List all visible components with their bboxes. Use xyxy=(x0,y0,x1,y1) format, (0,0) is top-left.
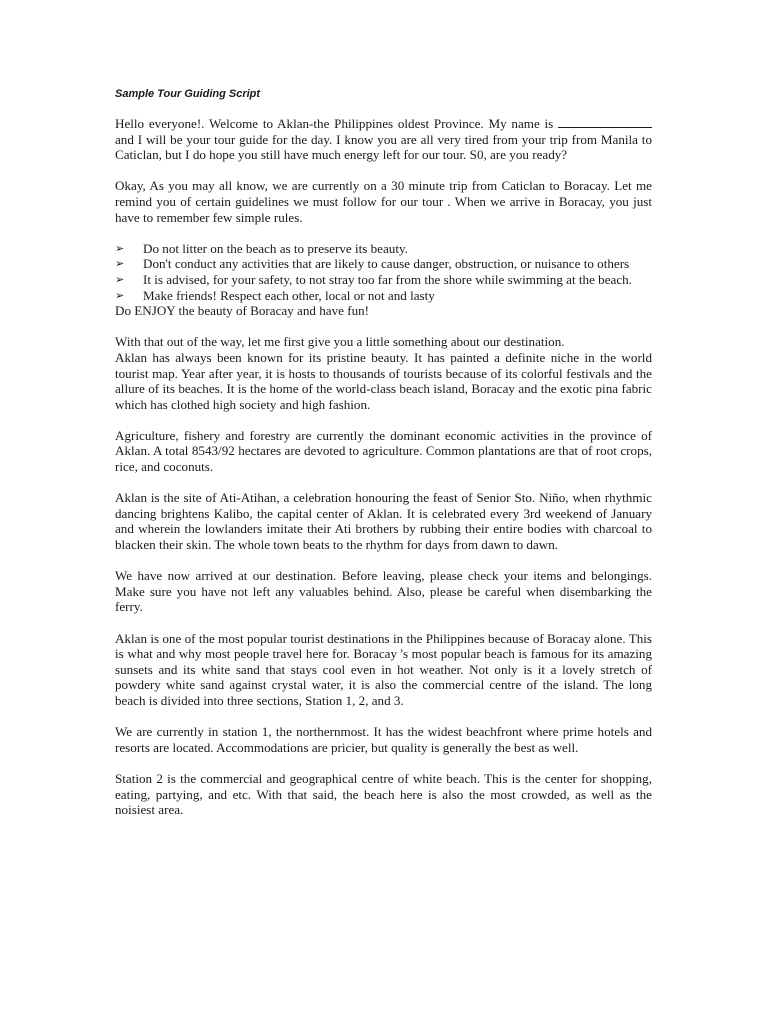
station-2-paragraph: Station 2 is the commercial and geographical centre of white beach. This is the center for shopping, eating, partying, and etc. With that said, the beach here is also the most crowded, as well as the noisiest area. xyxy=(115,770,652,818)
rule-item xyxy=(115,241,652,257)
intro-text-before-blank: Hello everyone!. Welcome to Aklan-the Philippines oldest Province. My name is xyxy=(115,116,554,131)
rule-text: It is advised, for your safety, to not stray too far from the shore while swimming at the beach. xyxy=(143,271,632,287)
arrow-bullet-icon: ➢ xyxy=(115,241,125,255)
arrow-bullet-icon: ➢ xyxy=(115,272,125,286)
rules-list xyxy=(115,241,652,303)
guidelines-paragraph: Okay, As you may all know, we are currently on a 30 minute trip from Caticlan to Boracay. Let me remind you of certain guidelines we must follow for our tour . When we arrive in Boracay, you just have to remember few simple rules. xyxy=(115,178,652,225)
rule-item xyxy=(115,288,652,304)
rule-text: Make friends! Respect each other, local or not and lasty xyxy=(143,287,435,303)
arrival-paragraph: We have now arrived at our destination. Before leaving, please check your items and belongings. Make sure you have not left any valuables behind. Also, please be careful when disembarking the ferry. xyxy=(115,568,652,615)
arrow-bullet-icon: ➢ xyxy=(115,288,125,302)
rule-text: Do not litter on the beach as to preserve its beauty. xyxy=(143,240,408,256)
ati-atihan-paragraph: Aklan is the site of Ati-Atihan, a celebration honouring the feast of Senior Sto. Niño, when rhythmic dancing brightens Kalibo, the capital center of Aklan. It is celebrated every 3rd weekend of January and wherein the lowlanders imitate their Ati brothers by rubbing their entire bodies with charcoal to blacken their skin. The whole town beats to the rhythm for days from dawn to dawn. xyxy=(115,490,652,553)
beauty-paragraph: Aklan has always been known for its pristine beauty. It has painted a definite niche in the world tourist map. Year after year, it is hosts to thousands of tourists because of its colorful festivals and the allure of its beaches. It is the home of the world-class beach island, Boracay and the exotic pina fabric which has clothed high society and high fashion. xyxy=(115,349,652,412)
enjoy-line: Do ENJOY the beauty of Boracay and have fun! xyxy=(115,303,370,319)
rule-item xyxy=(115,256,652,272)
rule-text: Don't conduct any activities that are likely to cause danger, obstruction, or nuisance to others xyxy=(143,256,630,272)
name-blank-line xyxy=(558,116,652,128)
boracay-paragraph: Aklan is one of the most popular tourist destinations in the Philippines because of Boracay alone. This is what and why most people travel here for. Boracay 's most popular beach is famous for its amazing sunsets and its white sand that stays cool even in hot weather. Not only is it a lovely stretch of powdery white sand against crystal water, it is also the commercial centre of the island. The long beach is divided into three sections, Station 1, 2, and 3. xyxy=(115,630,652,708)
intro-text-after-blank: and I will be your tour guide for the day. I know you are all very tired from your trip from Manila to Caticlan, but I do hope you still have much energy left for our tour. S0, are you ready? xyxy=(115,131,652,163)
arrow-bullet-icon: ➢ xyxy=(115,257,125,271)
agriculture-paragraph: Agriculture, fishery and forestry are currently the dominant economic activities in the province of Aklan. A total 8543/92 hectares are devoted to agriculture. Common plantations are that of root crops, rice, and coconuts. xyxy=(115,427,652,475)
intro-paragraph xyxy=(115,116,652,163)
rule-item xyxy=(115,272,652,288)
destination-intro-line: With that out of the way, let me first give you a little something about our destination. xyxy=(115,334,565,350)
document-title: Sample Tour Guiding Script xyxy=(115,88,261,100)
document-body xyxy=(115,87,652,833)
station-1-paragraph: We are currently in station 1, the northernmost. It has the widest beachfront where prime hotels and resorts are located. Accommodations are pricier, but quality is generally the best as well. xyxy=(115,724,652,755)
